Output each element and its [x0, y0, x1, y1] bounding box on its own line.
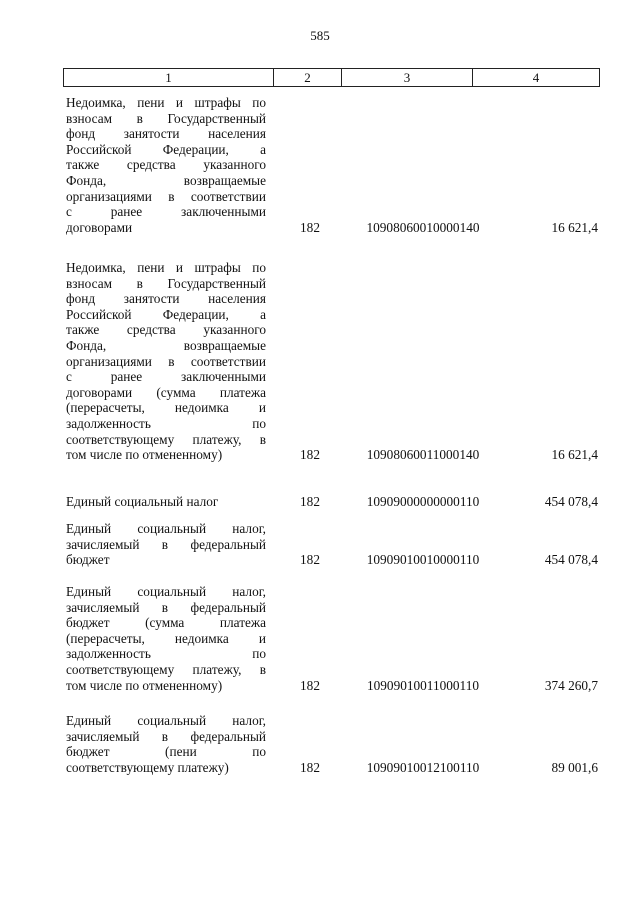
row-name-line: соответствующему платежу)	[66, 759, 229, 775]
row-name	[66, 95, 266, 235]
row-name-line: с ранее заключенными	[66, 369, 266, 385]
amount: 16 621,4	[551, 447, 598, 463]
amount: 16 621,4	[551, 219, 598, 235]
row-name-line: задолженность по	[66, 646, 266, 662]
row-name	[66, 521, 266, 568]
row-name-line: бюджет (пени по	[66, 744, 266, 760]
row-name-line: соответствующему платежу, в	[66, 431, 266, 447]
row-name-line: договорами	[66, 219, 133, 235]
amount: 374 260,7	[544, 677, 598, 693]
admin-code: 182	[300, 759, 320, 775]
admin-code: 182	[300, 677, 320, 693]
admin-code: 182	[300, 447, 320, 463]
row-name-line: зачисляемый в федеральный	[66, 536, 266, 552]
row-name-line: организациями в соответствии	[66, 353, 266, 369]
row-name-line: бюджет	[66, 552, 110, 568]
admin-code: 182	[300, 552, 320, 568]
admin-code: 182	[300, 494, 320, 509]
row-name-line: задолженность по	[66, 415, 266, 431]
budget-code: 10908060010000140	[366, 219, 480, 235]
budget-code: 10909000000000110	[366, 494, 480, 509]
row-name-line: том числе по отмененному)	[66, 677, 223, 693]
row-name-line: соответствующему платежу, в	[66, 661, 266, 677]
row-name-line: Российской Федерации, а	[66, 306, 266, 322]
column-header-2: 2	[274, 69, 342, 87]
row-name-line: Единый социальный налог,	[66, 713, 266, 728]
amount: 454 078,4	[544, 552, 598, 568]
row-name-line: также средства указанного	[66, 322, 266, 338]
budget-code: 10909010010000110	[366, 552, 480, 568]
budget-code: 10908060011000140	[366, 447, 480, 463]
row-name	[66, 260, 266, 463]
row-name-line: с ранее заключенными	[66, 204, 266, 220]
row-name	[66, 494, 266, 510]
amount: 89 001,6	[551, 759, 598, 775]
row-name	[66, 584, 266, 693]
row-name-line: организациями в соответствии	[66, 188, 266, 204]
row-name-line: Недоимка, пени и штрафы по	[66, 95, 266, 110]
row-name-line: Единый социальный налог	[66, 494, 219, 509]
row-name-line: взносам в Государственный	[66, 110, 266, 126]
row-name-line: (перерасчеты, недоимка и	[66, 630, 266, 646]
column-header-1: 1	[64, 69, 274, 87]
row-name-line: взносам в Государственный	[66, 275, 266, 291]
row-name-line: Единый социальный налог,	[66, 584, 266, 599]
column-header-row	[64, 69, 600, 87]
row-name-line: (перерасчеты, недоимка и	[66, 400, 266, 416]
row-name-line: также средства указанного	[66, 157, 266, 173]
row-name-line: Единый социальный налог,	[66, 521, 266, 536]
row-name-line: Фонда, возвращаемые	[66, 172, 266, 188]
row-name-line: Российской Федерации, а	[66, 141, 266, 157]
column-header-4: 4	[473, 69, 600, 87]
budget-code: 10909010011000110	[366, 677, 480, 693]
row-name-line: Недоимка, пени и штрафы по	[66, 260, 266, 275]
row-name	[66, 713, 266, 775]
row-name-line: бюджет (сумма платежа	[66, 615, 266, 631]
row-name-line: том числе по отмененному)	[66, 447, 223, 463]
column-header-3: 3	[342, 69, 473, 87]
page-number: 585	[310, 28, 330, 43]
budget-code: 10909010012100110	[366, 759, 480, 775]
column-header-table	[63, 68, 600, 87]
row-name-line: фонд занятости населения	[66, 126, 266, 142]
row-name-line: Фонда, возвращаемые	[66, 337, 266, 353]
row-name-line: зачисляемый в федеральный	[66, 599, 266, 615]
amount: 454 078,4	[544, 494, 598, 509]
row-name-line: зачисляемый в федеральный	[66, 728, 266, 744]
admin-code: 182	[300, 219, 320, 235]
row-name-line: договорами (сумма платежа	[66, 384, 266, 400]
row-name-line: фонд занятости населения	[66, 291, 266, 307]
